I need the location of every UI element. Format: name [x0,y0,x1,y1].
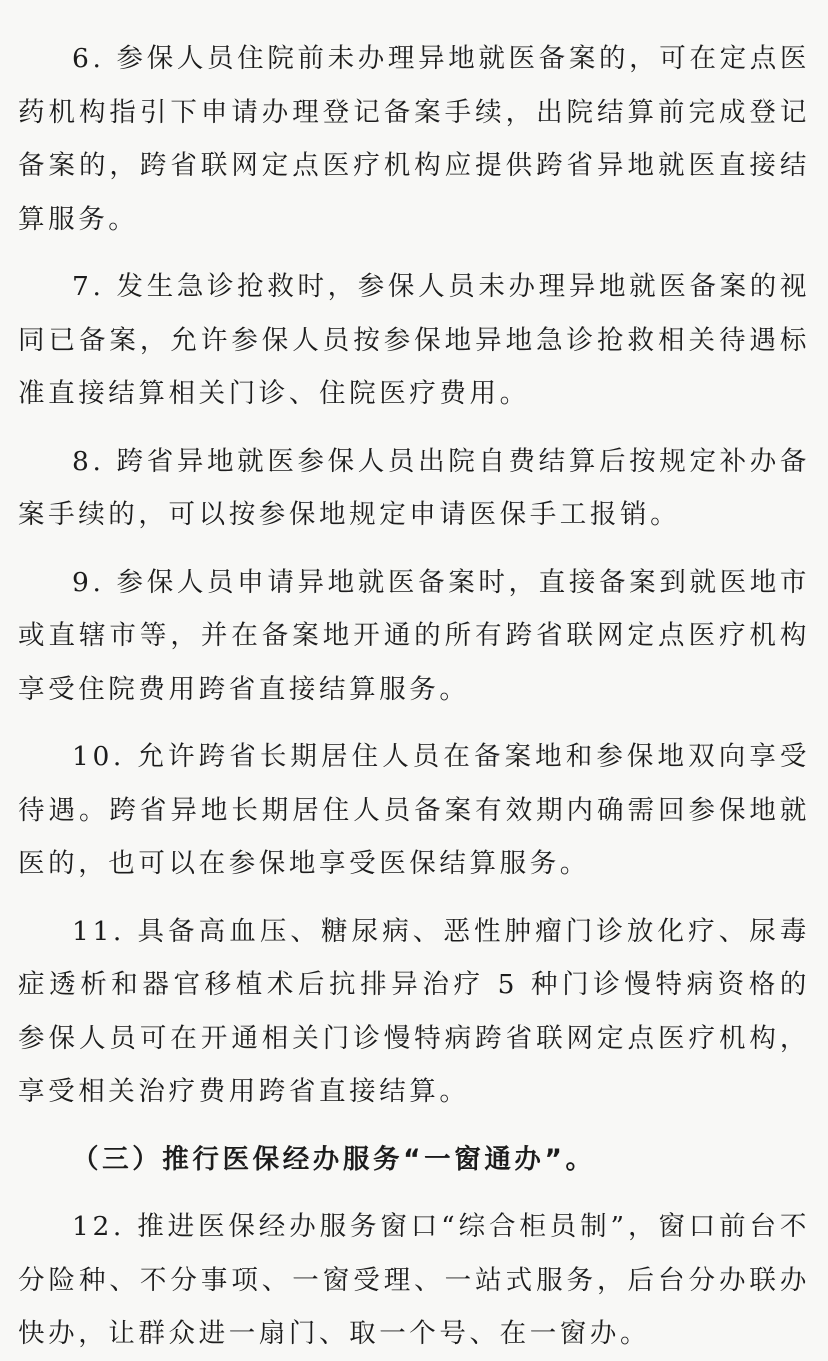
paragraph-7: 7. 发生急诊抢救时，参保人员未办理异地就医备案的视同已备案，允许参保人员按参保地异地急诊抢救相关待遇标准直接结算相关门诊、住院医疗费用。 [18,271,810,409]
paragraph-6: 6. 参保人员住院前未办理异地就医备案的，可在定点医药机构指引下申请办理登记备案手续，出院结算前完成登记备案的，跨省联网定点医疗机构应提供跨省异地就医直接结算服务。 [18,43,810,235]
paragraph-8: 8. 跨省异地就医参保人员出院自费结算后按规定补办备案手续的，可以按参保地规定申请医保手工报销。 [18,445,810,530]
paragraph-11: 11. 具备高血压、糖尿病、恶性肿瘤门诊放化疗、尿毒症透析和器官移植术后抗排异治疗 5 种门诊慢特病资格的参保人员可在开通相关门诊慢特病跨省联网定点医疗机构，享受相关治疗费用跨省直接结算。 [18,915,810,1107]
paragraph-10: 10. 允许跨省长期居住人员在备案地和参保地双向享受待遇。跨省异地长期居住人员备案有效期内确需回参保地就医的，也可以在参保地享受医保结算服务。 [18,741,810,879]
section-heading: （三）推行医保经办服务“一窗通办”。 [72,1143,596,1175]
paragraph-9: 9. 参保人员申请异地就医备案时，直接备案到就医地市或直辖市等，并在备案地开通的所有跨省联网定点医疗机构享受住院费用跨省直接结算服务。 [18,566,810,705]
paragraph-12: 12. 推进医保经办服务窗口“综合柜员制”，窗口前台不分险种、不分事项、一窗受理、一站式服务，后台分办联办快办，让群众进一扇门、取一个号、在一窗办。 [18,1211,810,1349]
